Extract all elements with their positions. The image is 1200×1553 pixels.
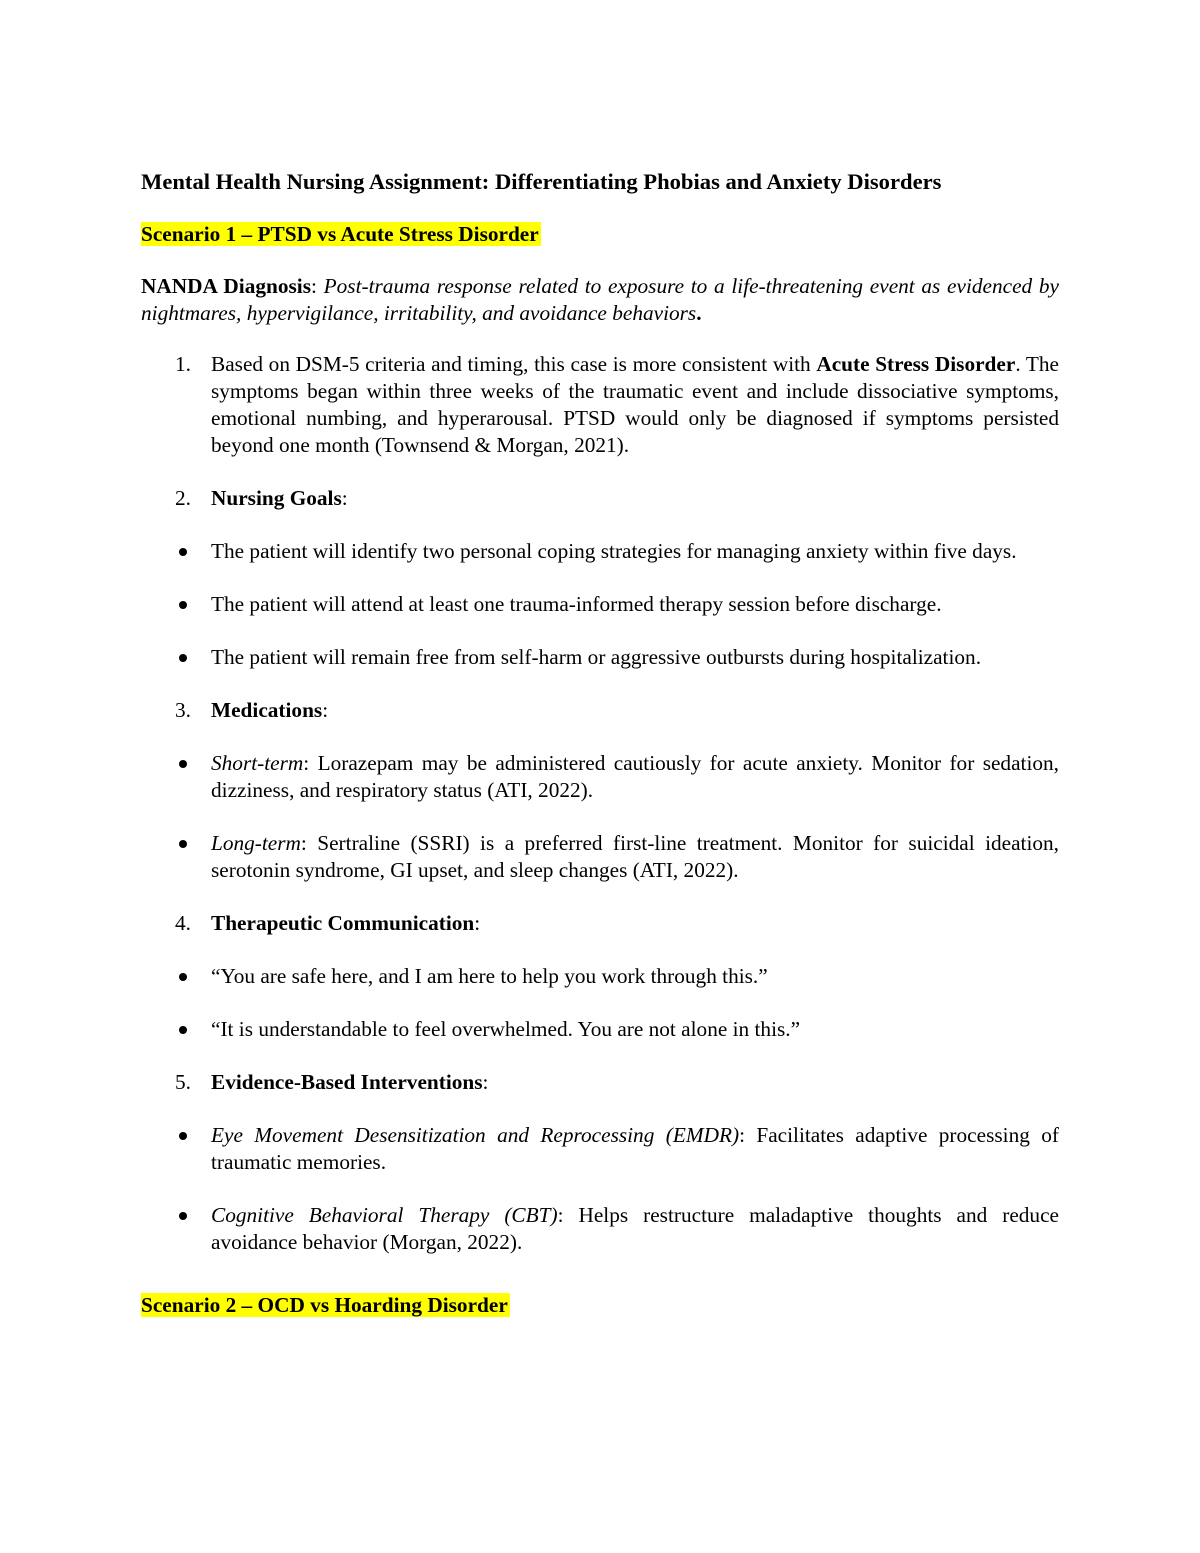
quote-text: “You are safe here, and I am here to help you work through this.” [211, 964, 768, 988]
item-number: 2. [175, 486, 191, 510]
intervention-term: Eye Movement Desensitization and Reprocessing (EMDR) [211, 1123, 740, 1147]
item-1-bold: Acute Stress Disorder [816, 352, 1016, 376]
item-number: 4. [175, 911, 191, 935]
item-number: 1. [175, 352, 191, 376]
list-item [141, 750, 1059, 804]
medication-text: : Sertraline (SSRI) is a preferred first-line treatment. Monitor for suicidal ideation, serotonin syndrome, GI upset, and sleep changes (ATI, 2022). [211, 831, 1059, 882]
bullet-icon [179, 760, 187, 768]
nanda-colon: : [311, 274, 324, 298]
heading-colon: : [482, 1070, 489, 1094]
list-item [141, 1122, 1059, 1176]
intervention-text: : Helps restructure maladaptive thoughts and reduce avoidance behavior (Morgan, 2022). [211, 1203, 1059, 1254]
item-1-post: . The symptoms began within three weeks of the traumatic event and include dissociative symptoms, emotional numbing, and hyperarousal. PTSD would only be diagnosed if symptoms persisted beyond one month (Townsend & Morgan, 2021). [211, 352, 1060, 457]
scenario-1-heading: Scenario 1 – PTSD vs Acute Stress Disorder [141, 222, 539, 246]
medication-text: : Lorazepam may be administered cautiously for acute anxiety. Monitor for sedation, dizziness, and respiratory status (ATI, 2022). [211, 751, 1059, 802]
nanda-label: NANDA Diagnosis [141, 274, 312, 298]
bullet-icon [179, 548, 187, 556]
heading-colon: : [341, 486, 348, 510]
bullet-icon [179, 1026, 187, 1034]
numbered-item-2 [141, 485, 1059, 512]
list-item [141, 644, 1059, 671]
numbered-item-1 [141, 351, 1059, 459]
scenario-2-heading: Scenario 2 – OCD vs Hoarding Disorder [141, 1293, 508, 1317]
numbered-item-3 [141, 697, 1059, 724]
bullet-icon [179, 1212, 187, 1220]
medication-term: Short-term [211, 751, 304, 775]
numbered-item-5 [141, 1069, 1059, 1096]
item-1-pre: Based on DSM-5 criteria and timing, this case is more consistent with [211, 352, 817, 376]
heading-colon: : [474, 911, 481, 935]
medications-heading: Medications [211, 698, 323, 722]
goal-text: The patient will identify two personal coping strategies for managing anxiety within five days. [211, 539, 1017, 563]
bullet-icon [179, 973, 187, 981]
bullet-icon [179, 1132, 187, 1140]
list-item [141, 538, 1059, 565]
heading-colon: : [322, 698, 329, 722]
goal-text: The patient will remain free from self-harm or aggressive outbursts during hospitalization. [211, 645, 982, 669]
list-item [141, 591, 1059, 618]
document-title: Mental Health Nursing Assignment: Differentiating Phobias and Anxiety Disorders [141, 169, 942, 194]
item-number: 5. [175, 1070, 191, 1094]
list-item [141, 830, 1059, 884]
list-item [141, 1016, 1059, 1043]
list-item [141, 1202, 1059, 1256]
item-number: 3. [175, 698, 191, 722]
nanda-text: Post-trauma response related to exposure to a life-threatening event as evidenced by nightmares, hypervigilance, irritability, and avoidance behaviors [141, 274, 1059, 325]
nanda-end: . [696, 301, 702, 325]
intervention-text: : Facilitates adaptive processing of traumatic memories. [211, 1123, 1059, 1174]
bullet-icon [179, 840, 187, 848]
therapeutic-communication-heading: Therapeutic Communication [211, 911, 475, 935]
nursing-goals-heading: Nursing Goals [211, 486, 342, 510]
bullet-icon [179, 654, 187, 662]
interventions-heading: Evidence-Based Interventions [211, 1070, 483, 1094]
list-item [141, 963, 1059, 990]
document-page [141, 168, 1059, 1319]
quote-text: “It is understandable to feel overwhelmed. You are not alone in this.” [211, 1017, 801, 1041]
nanda-diagnosis [141, 273, 1059, 327]
medication-term: Long-term [211, 831, 301, 855]
intervention-term: Cognitive Behavioral Therapy (CBT) [211, 1203, 558, 1227]
scenario-2-heading-block [141, 1292, 1059, 1319]
scenario-1-heading-block [141, 221, 1059, 248]
bullet-icon [179, 601, 187, 609]
goal-text: The patient will attend at least one trauma-informed therapy session before discharge. [211, 592, 942, 616]
numbered-item-4 [141, 910, 1059, 937]
